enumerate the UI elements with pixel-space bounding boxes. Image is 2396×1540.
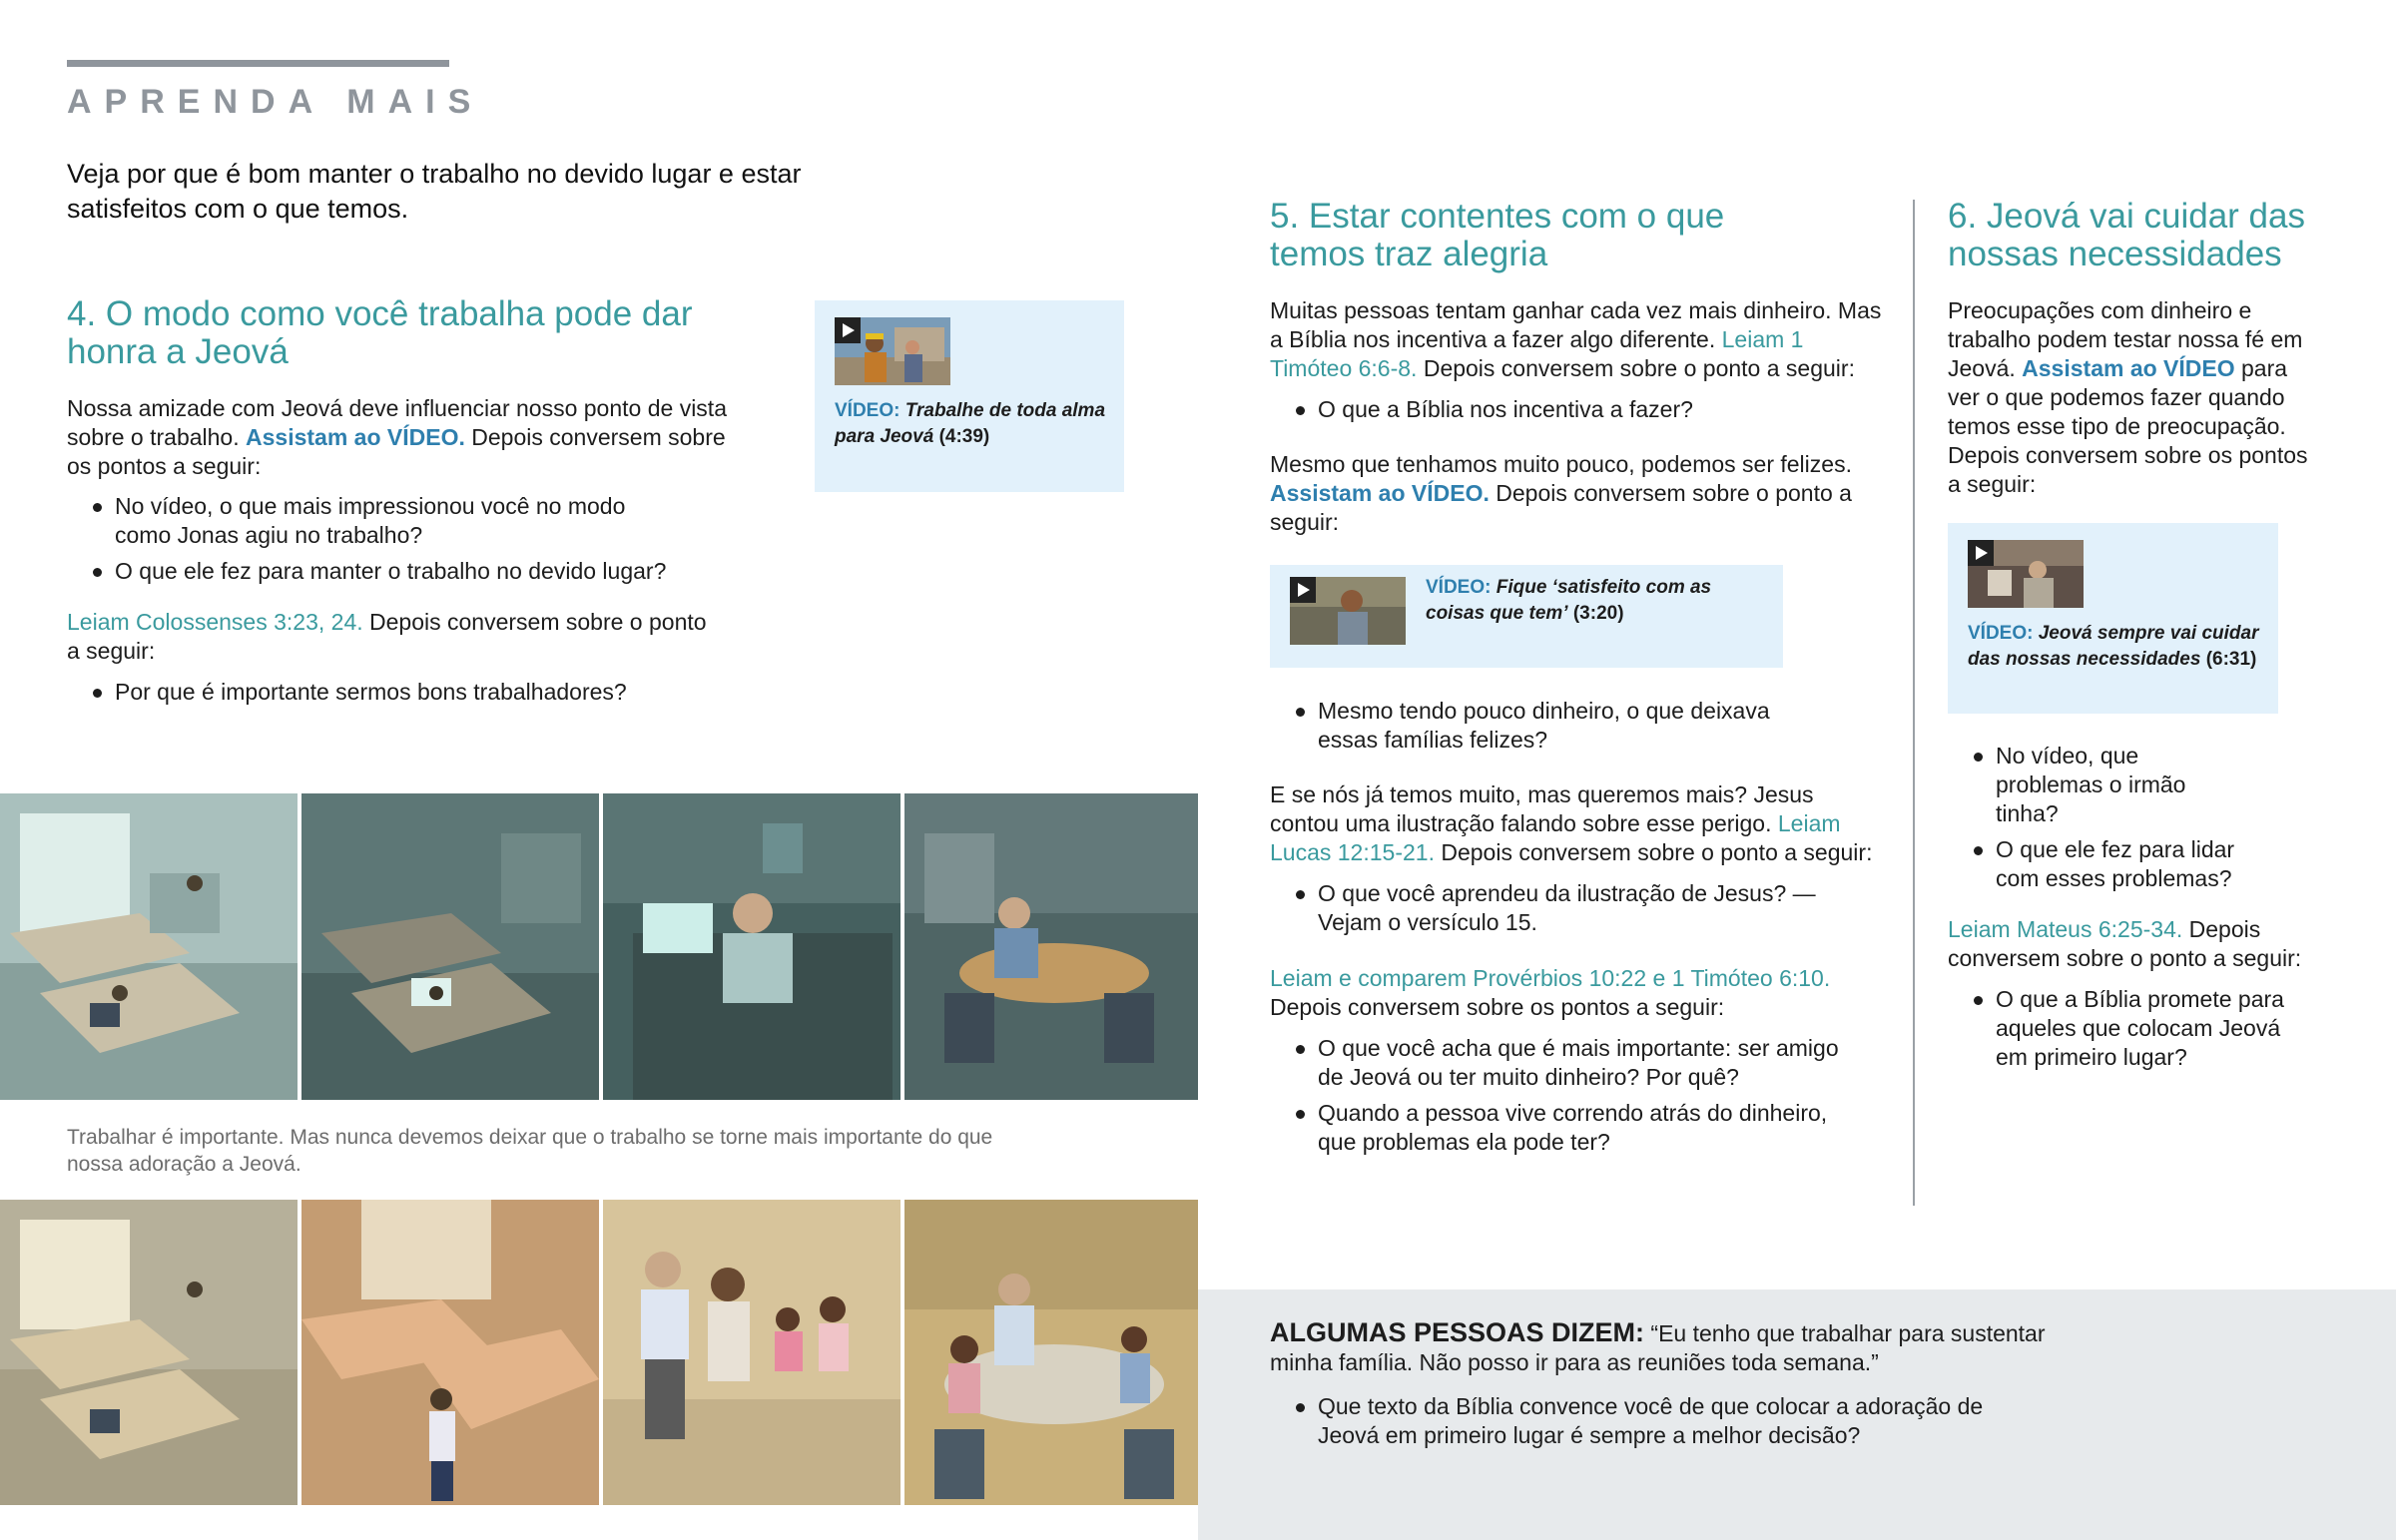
illustration-office-1 xyxy=(0,793,298,1100)
section-5-questions-4 xyxy=(1270,1034,1839,1157)
video-caption: VÍDEO: Fique ‘satisfeito com as coisas que tem’ (3:20) xyxy=(1426,577,1712,624)
section-5-questions-3 xyxy=(1270,879,1829,937)
illustration-kitchen-1 xyxy=(904,793,1198,1100)
section-4-paragraph: Nossa amizade com Jeová deve influenciar nosso ponto de vista sobre o trabalho. Assistam ao VÍDEO. Depois conversem sobre os pontos a seguir: xyxy=(67,395,727,479)
scripture-link[interactable]: Leiam 1 Timóteo 6:6-8. xyxy=(1270,326,1804,381)
section-5-paragraph-1: Muitas pessoas tentam ganhar cada vez mais dinheiro. Mas a Bíblia nos incentiva a fazer algo diferente. Leiam 1 Timóteo 6:6-8. Depois conversem sobre o ponto a seguir: xyxy=(1270,297,1882,381)
video-thumbnail[interactable] xyxy=(1290,577,1406,645)
list-item: Por que é importante sermos bons trabalhadores? xyxy=(67,678,746,707)
list-item: No vídeo, que problemas o irmão tinha? xyxy=(1948,742,2247,828)
image-caption: Trabalhar é importante. Mas nunca devemos deixar que o trabalho se torne mais importante do que nossa adoração a Jeová. xyxy=(67,1126,993,1176)
section-4-questions xyxy=(67,492,676,586)
section-5-paragraph-4: Leiam e comparem Provérbios 10:22 e 1 Timóteo 6:10. Depois conversem sobre os pontos a seguir: xyxy=(1270,965,1831,1020)
list-item: Quando a pessoa vive correndo atrás do dinheiro, que problemas ela pode ter? xyxy=(1270,1099,1839,1157)
section-5-questions-2 xyxy=(1270,697,1829,755)
list-item: O que você aprendeu da ilustração de Jesus? — Vejam o versículo 15. xyxy=(1270,879,1829,937)
section-5-paragraph-3: E se nós já temos muito, mas queremos mais? Jesus contou uma ilustração falando sobre esse perigo. Leiam Lucas 12:15-21. Depois conversem sobre o ponto a seguir: xyxy=(1270,781,1873,865)
section-4 xyxy=(67,295,746,707)
section-4-reading: Leiam Colossenses 3:23, 24. Depois conversem sobre o ponto a seguir: xyxy=(67,609,707,664)
illustration-meeting xyxy=(603,1200,900,1505)
section-4-questions-2 xyxy=(67,678,746,707)
column-divider xyxy=(1913,200,1915,1206)
section-6-questions-1 xyxy=(1948,742,2247,893)
section-5 xyxy=(1270,198,1889,537)
illustration-office-3 xyxy=(603,793,900,1100)
illustration-family-meal xyxy=(904,1200,1198,1505)
list-item: O que você acha que é mais importante: ser amigo de Jeová ou ter muito dinheiro? Por quê? xyxy=(1270,1034,1839,1092)
section-5-paragraph-2: Mesmo que tenhamos muito pouco, podemos ser felizes. Assistam ao VÍDEO. Depois conversem sobre o ponto a seguir: xyxy=(1270,451,1852,535)
kicker-rule xyxy=(67,60,449,67)
video-thumbnail[interactable] xyxy=(1968,540,2084,608)
section-5-title: 5. Estar contentes com o que temos traz alegria xyxy=(1270,197,1725,273)
play-icon xyxy=(1968,540,1994,566)
video-box-satisfeito[interactable] xyxy=(1270,565,1783,668)
list-item: O que a Bíblia promete para aqueles que colocam Jeová em primeiro lugar? xyxy=(1948,985,2307,1072)
objection-questions xyxy=(1270,1392,1989,1450)
section-4-title: 4. O modo como você trabalha pode dar honra a Jeová xyxy=(67,294,693,371)
scripture-link[interactable]: Leiam e comparem Provérbios 10:22 e 1 Timóteo 6:10. xyxy=(1270,965,1831,991)
list-item: Que texto da Bíblia convence você de que colocar a adoração de Jeová em primeiro lugar é sempre a melhor decisão? xyxy=(1270,1392,1989,1450)
list-item: O que ele fez para lidar com esses problemas? xyxy=(1948,835,2247,893)
list-item: No vídeo, o que mais impressionou você no modo como Jonas agiu no trabalho? xyxy=(67,492,676,550)
section-6-questions-2 xyxy=(1948,985,2307,1072)
section-kicker: APRENDA MAIS xyxy=(67,83,484,121)
watch-video-link[interactable]: Assistam ao VÍDEO. xyxy=(246,424,465,450)
objection-panel xyxy=(1198,1289,2396,1540)
objection-quote: ALGUMAS PESSOAS DIZEM: “Eu tenho que trabalhar para sustentar minha família. Não posso ir para as reuniões toda semana.” xyxy=(1270,1317,2046,1375)
section-6-continued xyxy=(1948,742,2327,1072)
video-box-necessidades[interactable] xyxy=(1948,523,2278,714)
scripture-link[interactable]: Leiam Colossenses 3:23, 24. xyxy=(67,609,363,635)
objection-lead: ALGUMAS PESSOAS DIZEM: xyxy=(1270,1317,1645,1347)
section-6-reading: Leiam Mateus 6:25-34. Depois conversem sobre o ponto a seguir: xyxy=(1948,916,2302,971)
list-item: O que a Bíblia nos incentiva a fazer? xyxy=(1270,395,1889,424)
video-thumbnail[interactable] xyxy=(835,317,950,385)
play-icon xyxy=(835,317,861,343)
illustration-office-4 xyxy=(0,1200,298,1505)
section-6-paragraph: Preocupações com dinheiro e trabalho podem testar nossa fé em Jeová. Assistam ao VÍDEO para ver o que podemos fazer quando temos esse tipo de preocupação. Depois conversem sobre os pontos a seguir: xyxy=(1948,297,2308,497)
watch-video-link[interactable]: Assistam ao VÍDEO. xyxy=(1270,480,1490,506)
section-5-continued xyxy=(1270,697,1889,1157)
section-6-title: 6. Jeová vai cuidar das nossas necessidades xyxy=(1948,197,2305,273)
list-item: Mesmo tendo pouco dinheiro, o que deixava essas famílias felizes? xyxy=(1270,697,1829,755)
play-icon xyxy=(1290,577,1316,603)
intro-text: Veja por que é bom manter o trabalho no devido lugar e estar satisfeitos com o que temos. xyxy=(67,159,802,224)
list-item: O que ele fez para manter o trabalho no devido lugar? xyxy=(67,557,676,586)
section-6 xyxy=(1948,198,2327,499)
video-caption: VÍDEO: Trabalhe de toda alma para Jeová (4:39) xyxy=(835,400,1106,447)
illustration-office-5 xyxy=(301,1200,599,1505)
section-5-questions-1 xyxy=(1270,395,1889,424)
video-box-trabalhe[interactable] xyxy=(815,300,1124,492)
watch-video-link[interactable]: Assistam ao VÍDEO xyxy=(2022,355,2235,381)
illustration-office-2 xyxy=(301,793,599,1100)
scripture-link[interactable]: Leiam Mateus 6:25-34. xyxy=(1948,916,2183,942)
video-caption: VÍDEO: Jeová sempre vai cuidar das nossas necessidades (6:31) xyxy=(1968,623,2259,670)
scripture-link[interactable]: Leiam Lucas 12:15-21. xyxy=(1270,810,1841,865)
